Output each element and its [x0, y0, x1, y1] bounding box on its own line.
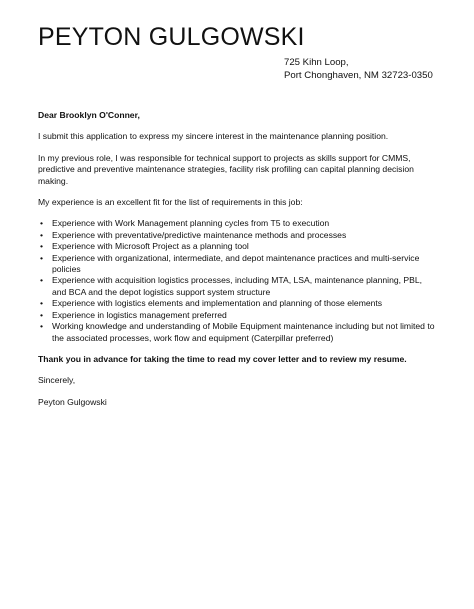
bullet-icon: • — [40, 241, 44, 252]
bullet-icon: • — [40, 309, 44, 320]
address-line-1: 725 Kihn Loop, — [284, 57, 349, 68]
bullet-icon: • — [40, 275, 44, 286]
requirement-text: Experience with acquisition logistics processes, including MTA, LSA, maintenance planning, PBL, and BCA and the depot logistics support system structure — [52, 275, 423, 297]
list-item — [38, 298, 438, 309]
letter-body — [38, 110, 438, 418]
requirement-text: Experience in logistics management preferred — [52, 309, 227, 320]
applicant-name: PEYTON GULGOWSKI — [38, 23, 305, 51]
list-item — [38, 321, 438, 344]
requirement-text: Experience with Work Management planning cycles from T5 to execution — [52, 218, 330, 229]
applicant-address — [284, 56, 433, 82]
bullet-icon: • — [40, 298, 44, 309]
experience-paragraph: In my previous role, I was responsible for technical support to projects as skills support for CMMS, predictive and preventive maintenance strategies, facility risk profiling can capital planning decision making. — [38, 152, 414, 186]
intro-paragraph: I submit this application to express my sincere interest in the maintenance planning position. — [38, 131, 389, 142]
list-item — [38, 310, 438, 321]
list-item — [38, 275, 438, 298]
bullet-icon: • — [40, 321, 44, 332]
bullet-icon: • — [40, 229, 44, 240]
requirements-intro: My experience is an excellent fit for the list of requirements in this job: — [38, 197, 303, 208]
requirement-text: Experience with preventative/predictive maintenance methods and processes — [52, 229, 347, 240]
address-line-2: Port Chonghaven, NM 32723-0350 — [284, 70, 433, 81]
requirement-text: Experience with logistics elements and implementation and planning of those elements — [52, 298, 383, 309]
requirement-text: Experience with Microsoft Project as a planning tool — [52, 241, 249, 252]
signature-name: Peyton Gulgowski — [38, 396, 107, 407]
bullet-icon: • — [40, 252, 44, 263]
list-item — [38, 218, 438, 229]
requirement-text: Working knowledge and understanding of Mobile Equipment maintenance including but not limited to the associated processes, work flow and equipment (Caterpillar preferred) — [52, 321, 435, 343]
requirements-list — [38, 218, 438, 343]
list-item — [38, 241, 438, 252]
closing-statement: Thank you in advance for taking the time to read my cover letter and to review my resume. — [38, 353, 407, 364]
list-item — [38, 253, 438, 276]
list-item — [38, 230, 438, 241]
salutation: Dear Brooklyn O'Conner, — [38, 110, 140, 120]
requirement-text: Experience with organizational, intermediate, and depot maintenance practices and multi-service policies — [52, 252, 420, 275]
bullet-icon: • — [40, 218, 44, 229]
signoff: Sincerely, — [38, 375, 76, 386]
